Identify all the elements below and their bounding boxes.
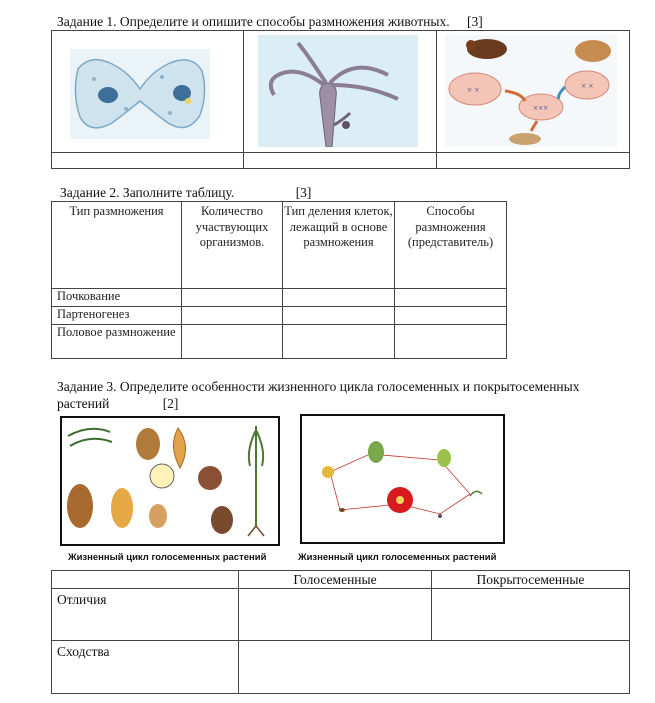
task2-points: [3] bbox=[295, 185, 312, 200]
task2-title bbox=[60, 185, 311, 201]
task1-title bbox=[57, 14, 483, 30]
task1-cell-2 bbox=[244, 31, 437, 153]
task2-input-cell[interactable] bbox=[395, 325, 507, 359]
task2-row-label: Половое размножение bbox=[52, 325, 182, 359]
task3-table bbox=[51, 570, 630, 694]
task3-header-angio: Покрытосеменные bbox=[432, 571, 630, 589]
caption-angiosperm: Жизненный цикл голосеменных растений bbox=[298, 552, 497, 563]
task2-input-cell[interactable] bbox=[182, 289, 283, 307]
task1-cell-1 bbox=[52, 31, 244, 153]
task2-input-cell[interactable] bbox=[283, 325, 395, 359]
angiosperm-cycle-image bbox=[300, 414, 505, 544]
task3-points: [2] bbox=[162, 396, 179, 411]
task2-row-label: Партеногенез bbox=[52, 307, 182, 325]
svg-text:×××: ××× bbox=[533, 103, 549, 113]
task3-row-label-sim: Сходства bbox=[52, 641, 239, 694]
task2-header-type: Тип размножения bbox=[52, 202, 182, 289]
task1-title-text: Задание 1. Определите и опишите способы размножения животных. bbox=[57, 14, 450, 29]
hydra-budding-image bbox=[258, 35, 418, 147]
task2-header-division: Тип деления клеток, лежащий в основе размножения bbox=[283, 202, 395, 289]
task3-input-sim[interactable] bbox=[239, 641, 630, 694]
task3-title-line1: Задание 3. Определите особенности жизненного цикла голосеменных и покрытосеменных bbox=[57, 379, 580, 394]
task2-input-cell[interactable] bbox=[182, 307, 283, 325]
task3-title-line2-text: растений bbox=[57, 396, 110, 411]
svg-text:× ×: × × bbox=[467, 85, 480, 95]
gymnosperm-cycle-image bbox=[60, 416, 280, 546]
task2-row-label: Почкование bbox=[52, 289, 182, 307]
task3-title-line2 bbox=[57, 396, 178, 412]
task1-table bbox=[51, 30, 630, 169]
task3-input-diff-gymno[interactable] bbox=[239, 589, 432, 641]
task1-cell-3 bbox=[437, 31, 630, 153]
task2-input-cell[interactable] bbox=[283, 289, 395, 307]
task2-title-text: Задание 2. Заполните таблицу. bbox=[60, 185, 235, 200]
task2-input-cell[interactable] bbox=[395, 289, 507, 307]
task2-input-cell[interactable] bbox=[283, 307, 395, 325]
task2-input-cell[interactable] bbox=[395, 307, 507, 325]
task2-table bbox=[51, 201, 507, 359]
task1-points: [3] bbox=[466, 14, 483, 29]
task3-header-gymno: Голосеменные bbox=[239, 571, 432, 589]
task3-input-diff-angio[interactable] bbox=[432, 589, 630, 641]
task3-row-label-diff: Отличия bbox=[52, 589, 239, 641]
task1-answer-3[interactable] bbox=[437, 153, 630, 169]
task3-corner-cell bbox=[52, 571, 239, 589]
task1-answer-2[interactable] bbox=[244, 153, 437, 169]
amoeba-division-image bbox=[70, 49, 210, 139]
task2-header-count: Количество участвующих организмов. bbox=[182, 202, 283, 289]
caption-gymnosperm: Жизненный цикл голосеменных растений bbox=[68, 552, 267, 563]
task1-answer-1[interactable] bbox=[52, 153, 244, 169]
bird-reproduction-image bbox=[445, 35, 617, 147]
task2-input-cell[interactable] bbox=[182, 325, 283, 359]
task2-header-methods: Способы размножения (представитель) bbox=[395, 202, 507, 289]
svg-text:× ×: × × bbox=[581, 81, 594, 91]
